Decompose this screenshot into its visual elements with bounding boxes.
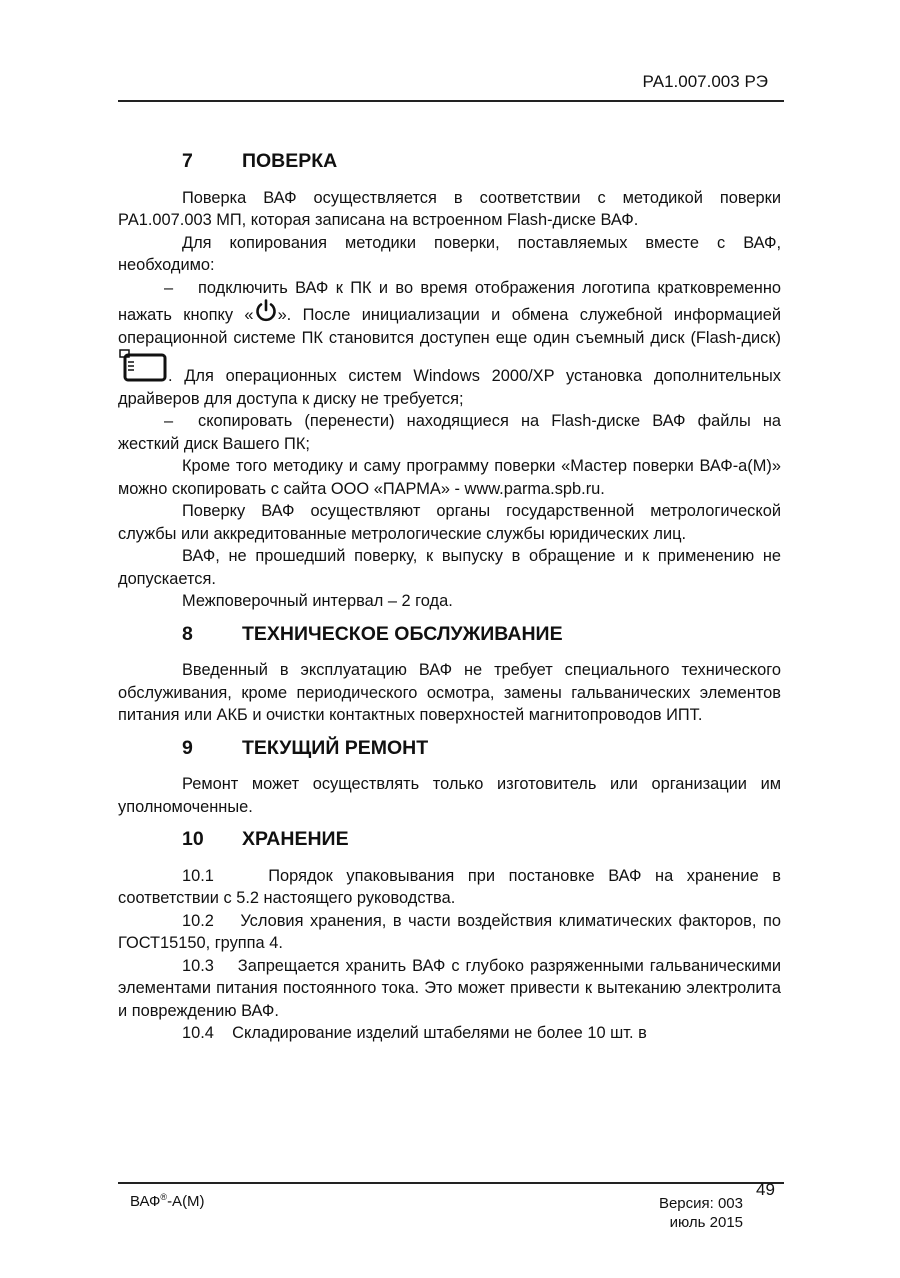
version-block <box>643 1194 743 1232</box>
item-number: 10.2 <box>182 911 214 930</box>
section-8-heading <box>118 623 781 646</box>
item-text: Условия хранения, в части воздействия климатических факторов, по ГОСТ15150, группа 4. <box>118 911 782 952</box>
section-number: 8 <box>182 622 193 645</box>
section-title: ТЕКУЩИЙ РЕМОНТ <box>242 736 429 759</box>
paragraph: Ремонт может осуществлять только изготовитель или организации им уполномоченные. <box>118 775 781 816</box>
list-item-text: подключить ВАФ к ПК и во время отображения логотипа кратковременно нажать кнопку « <box>118 278 781 324</box>
page-header <box>118 72 784 102</box>
page-footer <box>118 1180 784 1231</box>
product-name <box>130 1192 205 1210</box>
numbered-item <box>118 865 781 910</box>
numbered-item <box>118 1022 781 1045</box>
list-item <box>118 410 781 455</box>
paragraph: Кроме того методику и саму программу поверки «Мастер поверки ВАФ-а(М)» можно скопировать с сайта ООО «ПАРМА» - www.parma.spb.ru. <box>118 457 781 498</box>
section-number: 7 <box>182 150 193 172</box>
product-name-text: ВАФ <box>130 1193 161 1210</box>
document-code: РА1.007.003 РЭ <box>642 72 768 91</box>
list-item-text: скопировать (перенести) находящиеся на Flash-диске ВАФ файлы на жесткий диск Вашего ПК; <box>118 412 781 453</box>
list-item <box>118 277 781 411</box>
section-10-heading <box>118 828 781 851</box>
section-9-heading <box>118 737 781 760</box>
section-title: ТЕХНИЧЕСКОЕ ОБСЛУЖИВАНИЕ <box>242 622 563 645</box>
paragraph: Поверку ВАФ осуществляют органы государственной метрологической службы или аккредитованные метрологические службы юридических лиц. <box>118 502 781 543</box>
paragraph: Введенный в эксплуатацию ВАФ не требует специального технического обслуживания, кроме периодического осмотра, замены гальванических элементов питания или АКБ и очистки контактных поверхностей магнитопроводов ИПТ. <box>118 661 781 724</box>
dash-marker: – <box>164 412 174 430</box>
item-number: 10.4 <box>182 1024 214 1042</box>
paragraph: Межповерочный интервал – 2 года. <box>182 592 453 610</box>
paragraph: Поверка ВАФ осуществляется в соответствии с методикой поверки РА1.007.003 МП, которая записана на встроенном Flash-диске ВАФ. <box>118 188 781 229</box>
list-item-text: . Для операционных систем Windows 2000/XP установка дополнительных драйверов для доступа к диску не требуется; <box>118 367 781 408</box>
item-number: 10.1 <box>182 866 214 885</box>
registered-mark: ® <box>160 1192 168 1202</box>
paragraph: ВАФ, не прошедший поверку, к выпуску в обращение и к применению не допускается. <box>118 547 781 588</box>
item-number: 10.3 <box>182 956 214 975</box>
item-text: Порядок упаковывания при постановке ВАФ на хранение в соответствии с 5.2 настоящего руководства. <box>118 866 781 907</box>
version-text: Версия: 003 <box>658 1195 743 1212</box>
section-title: ХРАНЕНИЕ <box>242 828 349 850</box>
flash-disk-icon <box>118 349 168 383</box>
item-text: Складирование изделий штабелями не более 10 шт. в <box>232 1024 647 1042</box>
list-item-text: ». После инициализации и обмена служебной информацией операционной системе ПК становится доступен еще один съемный диск (Flash-диск) <box>118 306 782 347</box>
numbered-item <box>118 955 781 1023</box>
page-number: 49 <box>756 1180 775 1199</box>
date-text: июль 2015 <box>669 1214 743 1231</box>
section-number: 10 <box>182 828 204 850</box>
dash-marker: – <box>164 278 174 297</box>
page-content <box>118 150 781 1045</box>
section-title: ПОВЕРКА <box>242 150 338 172</box>
product-suffix: -А(М) <box>167 1193 205 1210</box>
numbered-item <box>118 910 781 955</box>
section-7-heading <box>118 150 781 173</box>
section-number: 9 <box>182 736 193 759</box>
power-icon <box>254 299 278 323</box>
item-text: Запрещается хранить ВАФ с глубоко разряженными гальваническими элементами питания постоянного тока. Это может привести к вытеканию электролита и повреждению ВАФ. <box>118 956 782 1020</box>
paragraph: Для копирования методики поверки, поставляемых вместе с ВАФ, необходимо: <box>118 233 781 274</box>
